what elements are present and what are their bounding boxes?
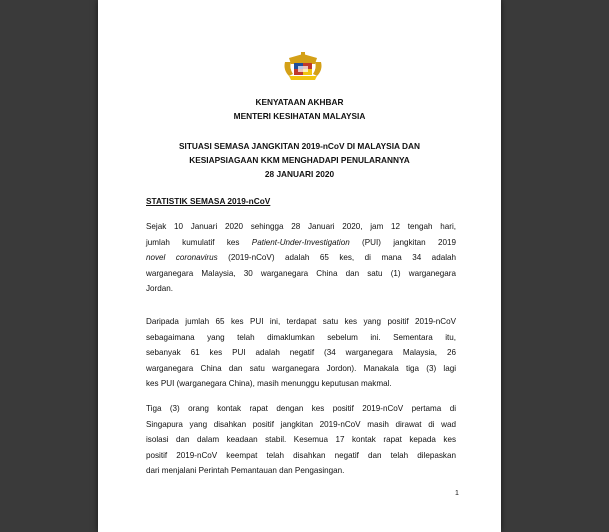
p3-line-4: positif 2019-nCoV keempat telah disahkan negatif dan telah dilepaskan: [146, 450, 456, 460]
p2-line-5: kes PUI (warganegara China), masih menunggu keputusan makmal.: [146, 379, 392, 389]
p3-line-5: dari menjalani Perintah Pemantauan dan Pengasingan.: [146, 466, 345, 476]
p1-line-3: [146, 250, 456, 266]
p1-line-3-italic: novel coronavirus: [146, 253, 218, 263]
coat-of-arms-icon: [281, 52, 325, 82]
p1-line-1: Sejak 10 Januari 2020 sehingga 28 Januari 2020, jam 12 tengah hari,: [146, 222, 456, 231]
paragraph-2: [146, 314, 456, 392]
p2-line-4: warganegara China dan satu warganegara Jordon). Manakala tiga (3) lagi: [146, 363, 456, 373]
header-line-1: KENYATAAN AKHBAR: [255, 97, 344, 107]
p2-line-3: sebanyak 61 kes PUI adalah negatif (34 warganegara Malaysia, 26: [146, 348, 456, 358]
press-header: [98, 95, 501, 123]
p1-line-5: Jordan.: [146, 284, 173, 294]
p2-line-2: sebagaimana yang telah dimaklumkan sebelum ini. Sementara itu,: [146, 332, 456, 342]
paragraph-3: [146, 401, 456, 479]
p1-line-4: warganegara Malaysia, 30 warganegara China dan satu (1) warganegara: [146, 268, 456, 278]
document-page: [98, 0, 501, 532]
title-line-1: SITUASI SEMASA JANGKITAN 2019-nCoV DI MALAYSIA DAN: [179, 141, 420, 151]
p3-line-2: Singapura yang disahkan positif jangkitan 2019-nCoV masih dirawat di wad: [146, 419, 456, 429]
p1-line-2c: (PUI) jangkitan 2019: [349, 237, 456, 247]
p1-line-2: [146, 235, 456, 251]
document-title: [98, 139, 501, 181]
p1-line-2-italic: Patient-Under-Investigation: [251, 237, 350, 247]
p3-line-3: isolasi dan dalam keadaan stabil. Kesemua 17 kontak rapat kepada kes: [146, 435, 456, 445]
page-number: 1: [455, 490, 459, 497]
p2-line-1: Daripada jumlah 65 kes PUI ini, terdapat satu kes yang positif 2019-nCoV: [146, 317, 456, 326]
header-line-2: MENTERI KESIHATAN MALAYSIA: [233, 111, 366, 121]
p1-line-3b: (2019-nCoV) adalah 65 kes, di mana 34 adalah: [217, 253, 456, 263]
p3-line-1: Tiga (3) orang kontak rapat dengan kes positif 2019-nCoV pertama di: [146, 404, 456, 413]
title-date: 28 JANUARI 2020: [264, 169, 335, 179]
paragraph-1: [146, 219, 456, 297]
p1-line-2a: jumlah kumulatif kes: [146, 237, 252, 247]
section-heading: STATISTIK SEMASA 2019-nCoV: [146, 196, 271, 206]
title-line-2: KESIAPSIAGAAN KKM MENGHADAPI PENULARANNYA: [189, 155, 410, 165]
